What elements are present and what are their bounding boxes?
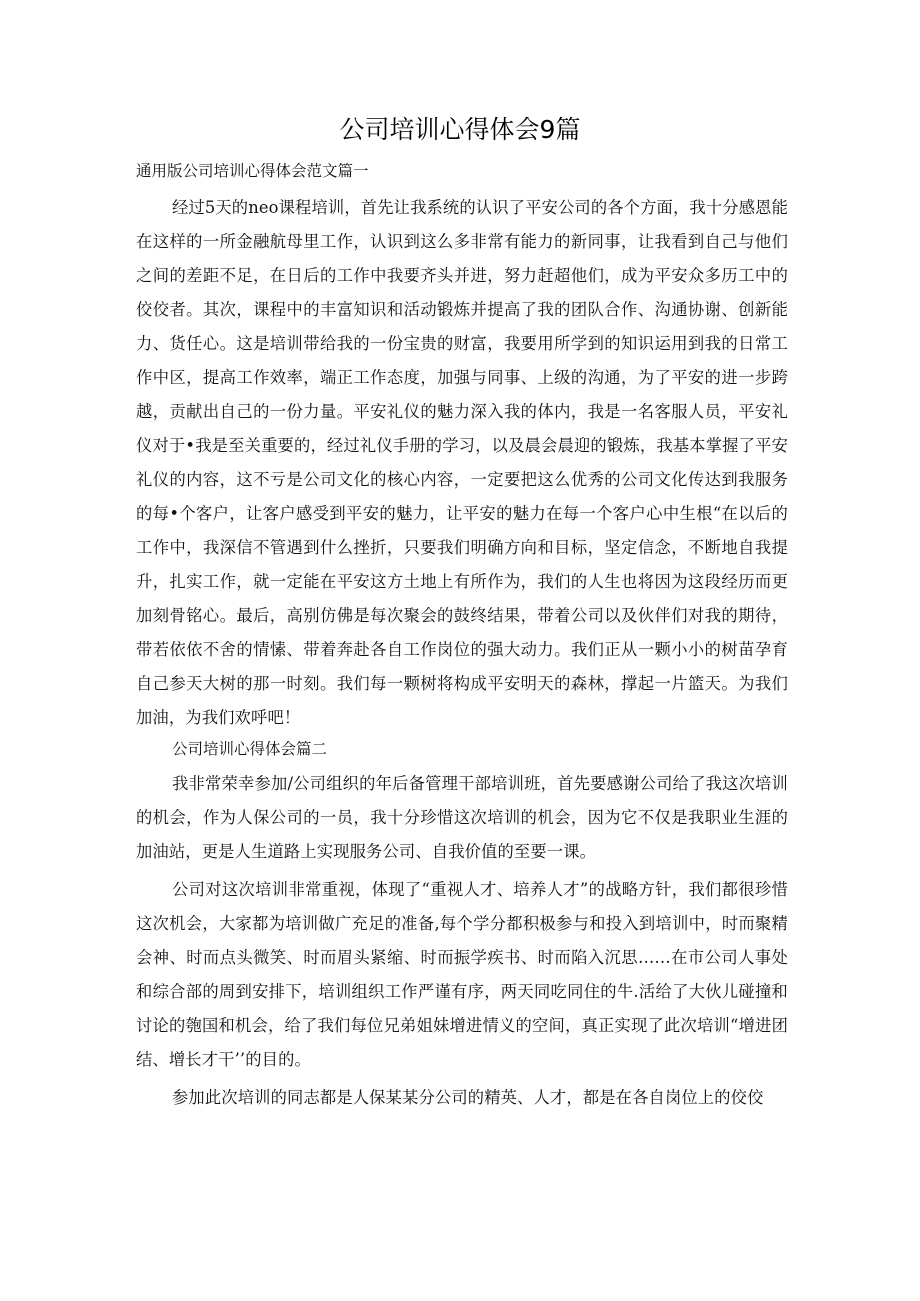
- section-1-paragraph: 经过5天的neo课程培训，首先让我系统的认识了平安公司的各个方面，我十分感恩能在这样的一所金融航母里工作，认识到这么多非常有能力的新同事，让我看到自己与他们之间的差距不足，在日后的工作中我要齐头并进，努力赶超他们，成为平安众多历工中的佼佼者。其次，课程中的丰富知识和活动锻炼并提高了我的团队合作、沟通协谢、创新能力、货任心。这是培训带给我的一份宝贵的财富，我要用所学到的知识运用到我的日常工作中区，提高工作效率，端正工作态度，加强与同事、上级的沟通，为了平安的进一步跨越，贡献出自己的一份力量。平安礼仪的魅力深入我的体内，我是一名客服人员，平安礼仪对于•我是至关重要的，经过礼仪手册的学习，以及晨会晨迎的锻炼，我基本掌握了平安礼仪的内容，这不亏是公司文化的核心内容，一定要把这么优秀的公司文化传达到我服务的每•个客户，让客户感受到平安的魅力，让平安的魅力在每一个客户心中生根“在以后的工作中，我深信不管遇到什么挫折，只要我们明确方向和目标，坚定信念，不断地自我提升，扎实工作，就一定能在平安这方土地上有所作为，我们的人生也将因为这段经历而更加刻骨铭心。最后，高别仿佛是每次聚会的鼓终结果，带着公司以及伙伴们对我的期待，带若依依不舍的情愫、带着奔赴各自工作岗位的强大动力。我们正从一颗小小的树苗孕育自己参天大树的那一时刻。我们每一颗树将构成平安明天的森林，撑起一片篮天。为我们加油，为我们欢呼吧！: [136, 198, 788, 727]
- section-2-paragraph-1: 我非常荣幸参加/公司组织的年后备管理干部培训班，首先要感谢公司给了我这次培训的机会，作为人保公司的一员，我十分珍惜这次培训的机会，因为它不仅是我职业生涯的加油站，更是人生道路上实现服务公司、自我价值的至要一课。: [136, 774, 788, 861]
- section-heading-2: 公司培训心得体会篇二: [172, 740, 328, 758]
- document-title: 公司培训心得体会9篇: [339, 115, 581, 144]
- section-2-paragraph-3: 参加此次培训的同志都是人保某某分公司的精英、人才，都是在各自岗位上的佼佼: [172, 1088, 764, 1107]
- document-body: [136, 155, 788, 1115]
- section-heading-1: 通用版公司培训心得体会范文篇一: [136, 162, 369, 180]
- section-2-paragraph-2: 公司对这次培训非常重视，体现了“重视人才、培养人才”的战略方针，我们都很珍惜这次机会，大家都为培训做广充足的准备,每个学分都积极参与和投入到培训中，时而聚精会神、时而点头微笑、时而眉头紧缩、时而振学疾书、时而陷入沉思……在市公司人事处和综合部的周到安排下，培训组织工作严谨有序，两天同吃同住的牛.活给了大伙儿碰撞和讨论的匏国和机会，给了我们每位兄弟姐妹增进情义的空间，真正实现了此次培训“增进团结、增长才干’’的目的。: [136, 880, 788, 1069]
